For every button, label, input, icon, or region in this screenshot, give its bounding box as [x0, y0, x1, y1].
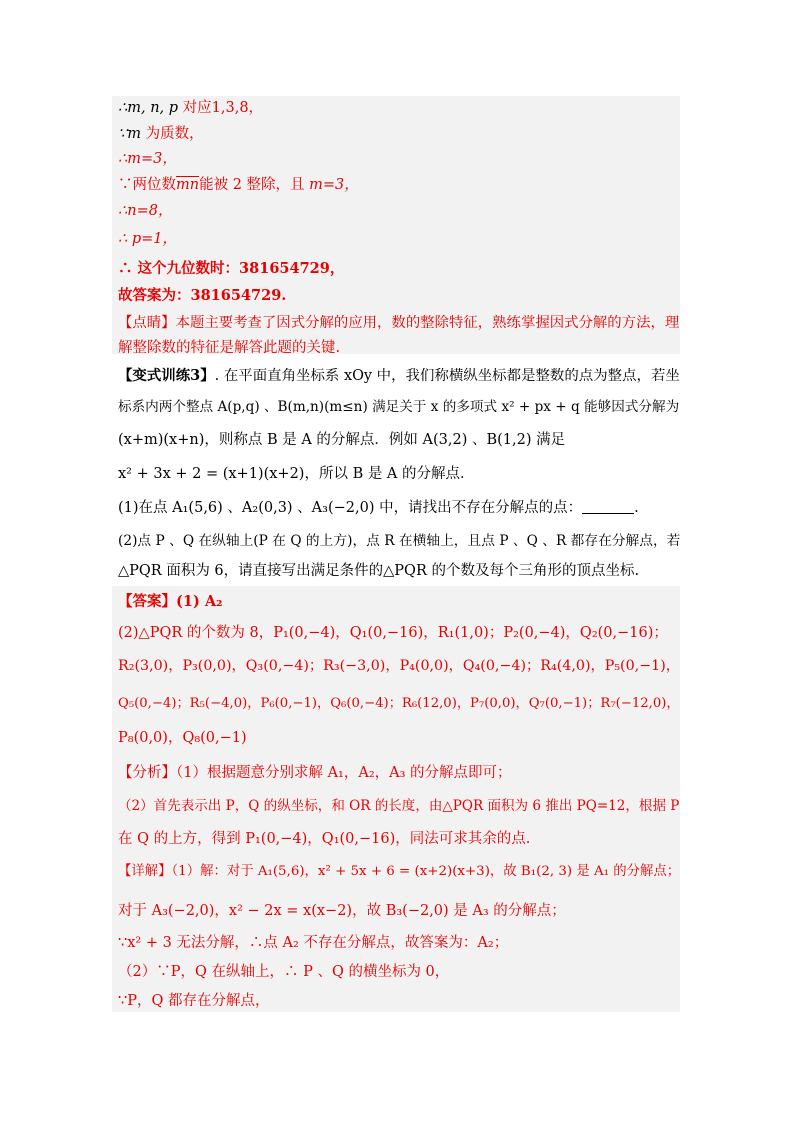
analysis-line-2: （2）首先表示出 P，Q 的纵坐标，和 OR 的长度，由△PQR 面积为 6 推出 PQ=12，根据 P [118, 798, 680, 814]
answer-blank [582, 499, 634, 514]
detail-line-5: ∵P，Q 都存在分解点， [118, 993, 270, 1009]
answer-line-2: R₂(3,0)，P₃(0,0)，Q₃(0,−4)；R₃(−3,0)，P₄(0,0)，Q₄(0,−4)；R₄(4,0)，P₅(0,−1)， [118, 658, 681, 674]
detail-line-1: 【详解】（1）解：对于 A₁(5,6)，x² + 5x + 6 = (x+2)(x+3)，故 B₁(2, 3) 是 A₁ 的分解点； [118, 864, 681, 879]
problem-line-1 [118, 366, 680, 386]
math-text: $\overline{mn}$ [176, 177, 200, 193]
solution-text: 对应1,3,8， [182, 100, 264, 116]
solution-text: 能被 2 整除，且 [199, 177, 305, 193]
solution-line-5 [118, 201, 172, 221]
problem-tag: 【变式训练3】 [118, 367, 215, 384]
solution-line-4 [118, 175, 359, 195]
tip-line-2: 解整除数的特征是解答此题的关键. [118, 340, 341, 356]
solution-line-2 [118, 124, 204, 144]
answer-line-4: P₈(0,0)，Q₈(0,−1) [118, 730, 247, 746]
solution-text: 为质数， [145, 126, 204, 142]
solution-line-3 [118, 149, 177, 169]
problem-line-2: 标系内两个整点 A(p,q) 、B(m,n)(m≤n) 满足关于 x 的多项式 x² + px + q 能够因式分解为 [118, 399, 680, 415]
math-text: ∴n=8， [118, 203, 173, 219]
problem-text: . 在平面直角坐标系 xOy 中，我们称横纵坐标都是整数的点为整点，若坐 [214, 368, 680, 384]
question-text: . [634, 500, 639, 516]
detail-line-4: （2）∵P，Q 在纵轴上，∴ P 、Q 的横坐标为 0， [118, 964, 450, 980]
solution-line-6 [118, 229, 177, 249]
math-text: m=3， [304, 177, 359, 193]
math-text: ∵m [118, 126, 146, 142]
question-1 [118, 498, 639, 518]
question-2a: (2)点 P 、Q 在纵轴上(P 在 Q 的上方)，点 R 在横轴上，且点 P 、Q 、R 都存在分解点，若 [118, 533, 681, 549]
solution-line-7: ∴ 这个九位数时：381654729， [118, 260, 345, 277]
answer-line-1: (2)△PQR 的个数为 8，P₁(0,−4)，Q₁(0,−16)，R₁(1,0)；P₂(0,−4)，Q₂(0,−16)； [118, 625, 668, 641]
analysis-line-1: 【分析】（1）根据题意分别求解 A₁，A₂，A₃ 的分解点即可； [118, 765, 512, 781]
question-2b: △PQR 面积为 6，请直接写出满足条件的△PQR 的个数及每个三角形的顶点坐标. [118, 563, 640, 579]
tip-line-1: 【点睛】本题主要考查了因式分解的应用，数的整除特征，熟练掌握因式分解的方法，理 [118, 315, 680, 331]
answer-line-3: Q₅(0,−4)；R₅(−4,0)，P₆(0,−1)，Q₆(0,−4)；R₆(12,0)，P₇(0,0)，Q₇(0,−1)；R₇(−12,0)， [118, 696, 680, 711]
solution-line-8: 故答案为：381654729. [118, 287, 287, 304]
detail-line-3: ∵x² + 3 无法分解，∴点 A₂ 不存在分解点，故答案为：A₂； [118, 935, 509, 951]
answer-tag: 【答案】 [118, 593, 176, 610]
answer-text: (1) A₂ [176, 593, 223, 610]
problem-line-4: x² + 3x + 2 = (x+1)(x+2)，所以 B 是 A 的分解点． [118, 466, 475, 482]
question-text: (1)在点 A₁(5,6) 、A₂(0,3) 、A₃(−2,0) 中，请找出不存在分解点的点： [118, 500, 583, 516]
math-text: ∴ p=1， [118, 231, 177, 247]
solution-line-1 [118, 98, 263, 118]
math-text: ∴m, n, p [118, 100, 183, 116]
answer-line-0 [118, 592, 222, 612]
detail-line-2: 对于 A₃(−2,0)，x² − 2x = x(x−2)，故 B₃(−2,0) 是 A₃ 的分解点； [118, 903, 566, 919]
math-text: ∴m=3， [118, 151, 177, 167]
problem-line-3: (x+m)(x+n)，则称点 B 是 A 的分解点．例如 A(3,2) 、B(1,2) 满足 [118, 432, 566, 448]
solution-text: ∵两位数 [118, 177, 176, 193]
analysis-line-3: 在 Q 的上方，得到 P₁(0,−4)，Q₁(0,−16)，同法可求其余的点. [118, 831, 531, 847]
